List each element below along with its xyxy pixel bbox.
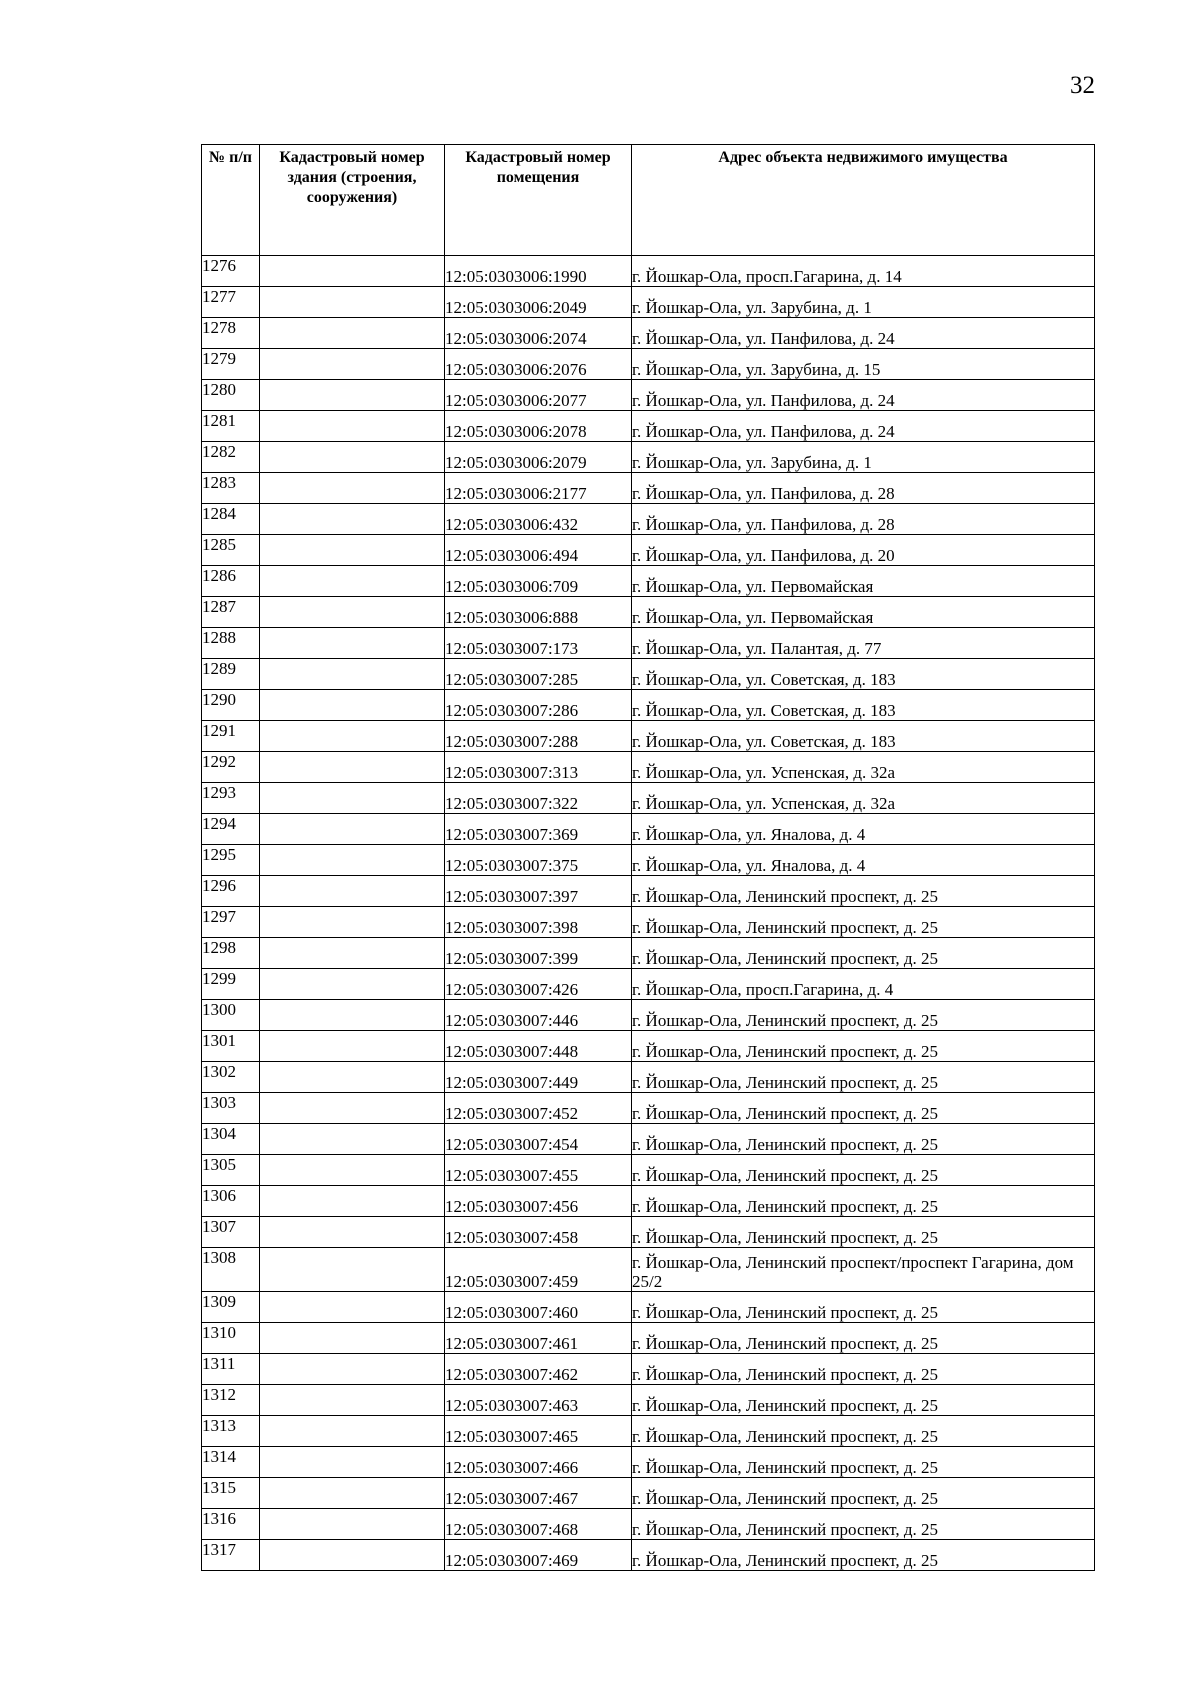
address-cell: г. Йошкар-Ола, Ленинский проспект, д. 25 — [632, 876, 1095, 907]
address-cell: г. Йошкар-Ола, ул. Успенская, д. 32а — [632, 752, 1095, 783]
building-cadastral-cell — [260, 442, 445, 473]
building-cadastral-cell — [260, 1031, 445, 1062]
address-cell: г. Йошкар-Ола, ул. Яналова, д. 4 — [632, 814, 1095, 845]
row-number-cell: 1285 — [202, 535, 260, 566]
table-row — [202, 845, 1095, 876]
row-number-cell: 1290 — [202, 690, 260, 721]
address-cell: г. Йошкар-Ола, Ленинский проспект, д. 25 — [632, 1416, 1095, 1447]
room-cadastral-cell: 12:05:0303007:468 — [445, 1509, 632, 1540]
room-cadastral-cell: 12:05:0303007:375 — [445, 845, 632, 876]
page-number: 32 — [1070, 72, 1095, 99]
building-cadastral-cell — [260, 1217, 445, 1248]
table-row — [202, 411, 1095, 442]
row-number-cell: 1298 — [202, 938, 260, 969]
building-cadastral-cell — [260, 876, 445, 907]
building-cadastral-cell — [260, 752, 445, 783]
building-cadastral-cell — [260, 690, 445, 721]
room-cadastral-cell: 12:05:0303006:2078 — [445, 411, 632, 442]
address-cell: г. Йошкар-Ола, ул. Советская, д. 183 — [632, 690, 1095, 721]
table-row — [202, 1478, 1095, 1509]
address-cell: г. Йошкар-Ола, ул. Панфилова, д. 28 — [632, 504, 1095, 535]
address-cell: г. Йошкар-Ола, ул. Зарубина, д. 1 — [632, 442, 1095, 473]
table-row — [202, 597, 1095, 628]
row-number-cell: 1277 — [202, 287, 260, 318]
table-row — [202, 256, 1095, 287]
address-cell: г. Йошкар-Ола, Ленинский проспект, д. 25 — [632, 1354, 1095, 1385]
room-cadastral-cell: 12:05:0303007:466 — [445, 1447, 632, 1478]
building-cadastral-cell — [260, 318, 445, 349]
property-registry-table — [201, 144, 1095, 1571]
room-cadastral-cell: 12:05:0303006:2079 — [445, 442, 632, 473]
table-row — [202, 566, 1095, 597]
row-number-cell: 1314 — [202, 1447, 260, 1478]
building-cadastral-cell — [260, 721, 445, 752]
row-number-cell: 1309 — [202, 1292, 260, 1323]
table-row — [202, 1248, 1095, 1292]
table-row — [202, 504, 1095, 535]
table-row — [202, 1354, 1095, 1385]
table-row — [202, 349, 1095, 380]
room-cadastral-cell: 12:05:0303007:462 — [445, 1354, 632, 1385]
header-address: Адрес объекта недвижимого имущества — [632, 145, 1095, 256]
building-cadastral-cell — [260, 969, 445, 1000]
table-row — [202, 1509, 1095, 1540]
room-cadastral-cell: 12:05:0303007:285 — [445, 659, 632, 690]
table-row — [202, 318, 1095, 349]
table-row — [202, 380, 1095, 411]
building-cadastral-cell — [260, 659, 445, 690]
address-cell: г. Йошкар-Ола, ул. Панфилова, д. 24 — [632, 380, 1095, 411]
row-number-cell: 1280 — [202, 380, 260, 411]
row-number-cell: 1317 — [202, 1540, 260, 1571]
table-row — [202, 1540, 1095, 1571]
address-cell: г. Йошкар-Ола, ул. Первомайская — [632, 597, 1095, 628]
building-cadastral-cell — [260, 1509, 445, 1540]
room-cadastral-cell: 12:05:0303007:469 — [445, 1540, 632, 1571]
row-number-cell: 1294 — [202, 814, 260, 845]
row-number-cell: 1289 — [202, 659, 260, 690]
table-row — [202, 876, 1095, 907]
row-number-cell: 1295 — [202, 845, 260, 876]
building-cadastral-cell — [260, 814, 445, 845]
address-cell: г. Йошкар-Ола, Ленинский проспект, д. 25 — [632, 1155, 1095, 1186]
header-room-cadastral: Кадастровый номер помещения — [445, 145, 632, 256]
row-number-cell: 1286 — [202, 566, 260, 597]
address-cell: г. Йошкар-Ола, Ленинский проспект, д. 25 — [632, 1385, 1095, 1416]
address-cell: г. Йошкар-Ола, Ленинский проспект, д. 25 — [632, 1124, 1095, 1155]
building-cadastral-cell — [260, 845, 445, 876]
row-number-cell: 1306 — [202, 1186, 260, 1217]
room-cadastral-cell: 12:05:0303006:2076 — [445, 349, 632, 380]
table-header-row — [202, 145, 1095, 256]
table-row — [202, 1416, 1095, 1447]
building-cadastral-cell — [260, 1186, 445, 1217]
table-row — [202, 907, 1095, 938]
building-cadastral-cell — [260, 1248, 445, 1292]
address-cell: г. Йошкар-Ола, Ленинский проспект, д. 25 — [632, 1093, 1095, 1124]
address-cell: г. Йошкар-Ола, ул. Яналова, д. 4 — [632, 845, 1095, 876]
table-row — [202, 1186, 1095, 1217]
building-cadastral-cell — [260, 380, 445, 411]
building-cadastral-cell — [260, 1062, 445, 1093]
row-number-cell: 1287 — [202, 597, 260, 628]
header-building-cadastral: Кадастровый номер здания (строения, сооружения) — [260, 145, 445, 256]
address-cell: г. Йошкар-Ола, ул. Панфилова, д. 28 — [632, 473, 1095, 504]
room-cadastral-cell: 12:05:0303007:452 — [445, 1093, 632, 1124]
room-cadastral-cell: 12:05:0303007:449 — [445, 1062, 632, 1093]
row-number-cell: 1308 — [202, 1248, 260, 1292]
room-cadastral-cell: 12:05:0303007:288 — [445, 721, 632, 752]
building-cadastral-cell — [260, 535, 445, 566]
room-cadastral-cell: 12:05:0303007:467 — [445, 1478, 632, 1509]
row-number-cell: 1296 — [202, 876, 260, 907]
row-number-cell: 1278 — [202, 318, 260, 349]
address-cell: г. Йошкар-Ола, ул. Панфилова, д. 20 — [632, 535, 1095, 566]
address-cell: г. Йошкар-Ола, ул. Зарубина, д. 15 — [632, 349, 1095, 380]
address-cell: г. Йошкар-Ола, просп.Гагарина, д. 4 — [632, 969, 1095, 1000]
room-cadastral-cell: 12:05:0303007:399 — [445, 938, 632, 969]
room-cadastral-cell: 12:05:0303007:398 — [445, 907, 632, 938]
building-cadastral-cell — [260, 1447, 445, 1478]
table-row — [202, 1323, 1095, 1354]
room-cadastral-cell: 12:05:0303007:448 — [445, 1031, 632, 1062]
room-cadastral-cell: 12:05:0303007:426 — [445, 969, 632, 1000]
building-cadastral-cell — [260, 1385, 445, 1416]
address-cell: г. Йошкар-Ола, Ленинский проспект, д. 25 — [632, 1062, 1095, 1093]
room-cadastral-cell: 12:05:0303007:456 — [445, 1186, 632, 1217]
room-cadastral-cell: 12:05:0303007:446 — [445, 1000, 632, 1031]
table-row — [202, 814, 1095, 845]
address-cell: г. Йошкар-Ола, ул. Советская, д. 183 — [632, 721, 1095, 752]
room-cadastral-cell: 12:05:0303006:494 — [445, 535, 632, 566]
building-cadastral-cell — [260, 938, 445, 969]
building-cadastral-cell — [260, 287, 445, 318]
building-cadastral-cell — [260, 1124, 445, 1155]
building-cadastral-cell — [260, 473, 445, 504]
building-cadastral-cell — [260, 907, 445, 938]
row-number-cell: 1304 — [202, 1124, 260, 1155]
row-number-cell: 1293 — [202, 783, 260, 814]
room-cadastral-cell: 12:05:0303007:397 — [445, 876, 632, 907]
table-row — [202, 783, 1095, 814]
row-number-cell: 1279 — [202, 349, 260, 380]
row-number-cell: 1292 — [202, 752, 260, 783]
header-num: № п/п — [202, 145, 260, 256]
room-cadastral-cell: 12:05:0303007:454 — [445, 1124, 632, 1155]
table-row — [202, 1292, 1095, 1323]
room-cadastral-cell: 12:05:0303006:2074 — [445, 318, 632, 349]
table-row — [202, 287, 1095, 318]
room-cadastral-cell: 12:05:0303007:322 — [445, 783, 632, 814]
room-cadastral-cell: 12:05:0303007:458 — [445, 1217, 632, 1248]
row-number-cell: 1276 — [202, 256, 260, 287]
table-row — [202, 1385, 1095, 1416]
address-cell: г. Йошкар-Ола, ул. Палантая, д. 77 — [632, 628, 1095, 659]
table-row — [202, 721, 1095, 752]
table-row — [202, 535, 1095, 566]
row-number-cell: 1297 — [202, 907, 260, 938]
address-cell: г. Йошкар-Ола, ул. Панфилова, д. 24 — [632, 411, 1095, 442]
row-number-cell: 1300 — [202, 1000, 260, 1031]
table-row — [202, 1000, 1095, 1031]
row-number-cell: 1282 — [202, 442, 260, 473]
building-cadastral-cell — [260, 783, 445, 814]
room-cadastral-cell: 12:05:0303007:313 — [445, 752, 632, 783]
room-cadastral-cell: 12:05:0303007:463 — [445, 1385, 632, 1416]
address-cell: г. Йошкар-Ола, просп.Гагарина, д. 14 — [632, 256, 1095, 287]
table-row — [202, 1093, 1095, 1124]
address-cell: г. Йошкар-Ола, Ленинский проспект, д. 25 — [632, 1478, 1095, 1509]
row-number-cell: 1299 — [202, 969, 260, 1000]
row-number-cell: 1302 — [202, 1062, 260, 1093]
table-row — [202, 1155, 1095, 1186]
room-cadastral-cell: 12:05:0303007:455 — [445, 1155, 632, 1186]
table-row — [202, 1031, 1095, 1062]
room-cadastral-cell: 12:05:0303006:709 — [445, 566, 632, 597]
address-cell: г. Йошкар-Ола, Ленинский проспект, д. 25 — [632, 1323, 1095, 1354]
table-body — [202, 256, 1095, 1571]
row-number-cell: 1288 — [202, 628, 260, 659]
address-cell: г. Йошкар-Ола, Ленинский проспект, д. 25 — [632, 938, 1095, 969]
address-cell: г. Йошкар-Ола, ул. Панфилова, д. 24 — [632, 318, 1095, 349]
table-row — [202, 690, 1095, 721]
table-row — [202, 1124, 1095, 1155]
room-cadastral-cell: 12:05:0303007:286 — [445, 690, 632, 721]
address-cell: г. Йошкар-Ола, Ленинский проспект, д. 25 — [632, 1447, 1095, 1478]
building-cadastral-cell — [260, 1540, 445, 1571]
room-cadastral-cell: 12:05:0303007:173 — [445, 628, 632, 659]
address-cell: г. Йошкар-Ола, Ленинский проспект, д. 25 — [632, 1540, 1095, 1571]
address-cell: г. Йошкар-Ола, Ленинский проспект, д. 25 — [632, 1031, 1095, 1062]
row-number-cell: 1315 — [202, 1478, 260, 1509]
building-cadastral-cell — [260, 1000, 445, 1031]
row-number-cell: 1313 — [202, 1416, 260, 1447]
table-row — [202, 659, 1095, 690]
row-number-cell: 1281 — [202, 411, 260, 442]
row-number-cell: 1316 — [202, 1509, 260, 1540]
row-number-cell: 1310 — [202, 1323, 260, 1354]
address-cell: г. Йошкар-Ола, Ленинский проспект/проспект Гагарина, дом 25/2 — [632, 1248, 1095, 1292]
building-cadastral-cell — [260, 1416, 445, 1447]
table-row — [202, 969, 1095, 1000]
row-number-cell: 1301 — [202, 1031, 260, 1062]
address-cell: г. Йошкар-Ола, ул. Первомайская — [632, 566, 1095, 597]
address-cell: г. Йошкар-Ола, Ленинский проспект, д. 25 — [632, 907, 1095, 938]
row-number-cell: 1305 — [202, 1155, 260, 1186]
address-cell: г. Йошкар-Ола, ул. Успенская, д. 32а — [632, 783, 1095, 814]
address-cell: г. Йошкар-Ола, Ленинский проспект, д. 25 — [632, 1000, 1095, 1031]
building-cadastral-cell — [260, 504, 445, 535]
address-cell: г. Йошкар-Ола, Ленинский проспект, д. 25 — [632, 1509, 1095, 1540]
building-cadastral-cell — [260, 411, 445, 442]
row-number-cell: 1283 — [202, 473, 260, 504]
row-number-cell: 1307 — [202, 1217, 260, 1248]
room-cadastral-cell: 12:05:0303007:459 — [445, 1248, 632, 1292]
room-cadastral-cell: 12:05:0303007:465 — [445, 1416, 632, 1447]
table-row — [202, 938, 1095, 969]
table-row — [202, 442, 1095, 473]
building-cadastral-cell — [260, 566, 445, 597]
row-number-cell: 1284 — [202, 504, 260, 535]
building-cadastral-cell — [260, 1478, 445, 1509]
building-cadastral-cell — [260, 597, 445, 628]
building-cadastral-cell — [260, 1354, 445, 1385]
building-cadastral-cell — [260, 1155, 445, 1186]
building-cadastral-cell — [260, 1093, 445, 1124]
table-row — [202, 1062, 1095, 1093]
address-cell: г. Йошкар-Ола, Ленинский проспект, д. 25 — [632, 1217, 1095, 1248]
building-cadastral-cell — [260, 1323, 445, 1354]
row-number-cell: 1303 — [202, 1093, 260, 1124]
address-cell: г. Йошкар-Ола, ул. Зарубина, д. 1 — [632, 287, 1095, 318]
row-number-cell: 1311 — [202, 1354, 260, 1385]
address-cell: г. Йошкар-Ола, Ленинский проспект, д. 25 — [632, 1292, 1095, 1323]
room-cadastral-cell: 12:05:0303006:1990 — [445, 256, 632, 287]
table-row — [202, 473, 1095, 504]
room-cadastral-cell: 12:05:0303007:369 — [445, 814, 632, 845]
room-cadastral-cell: 12:05:0303006:432 — [445, 504, 632, 535]
table-row — [202, 752, 1095, 783]
table-row — [202, 1447, 1095, 1478]
address-cell: г. Йошкар-Ола, Ленинский проспект, д. 25 — [632, 1186, 1095, 1217]
room-cadastral-cell: 12:05:0303006:888 — [445, 597, 632, 628]
table-row — [202, 628, 1095, 659]
table-row — [202, 1217, 1095, 1248]
room-cadastral-cell: 12:05:0303006:2177 — [445, 473, 632, 504]
row-number-cell: 1291 — [202, 721, 260, 752]
room-cadastral-cell: 12:05:0303007:460 — [445, 1292, 632, 1323]
room-cadastral-cell: 12:05:0303006:2049 — [445, 287, 632, 318]
building-cadastral-cell — [260, 1292, 445, 1323]
room-cadastral-cell: 12:05:0303006:2077 — [445, 380, 632, 411]
building-cadastral-cell — [260, 349, 445, 380]
row-number-cell: 1312 — [202, 1385, 260, 1416]
address-cell: г. Йошкар-Ола, ул. Советская, д. 183 — [632, 659, 1095, 690]
building-cadastral-cell — [260, 628, 445, 659]
building-cadastral-cell — [260, 256, 445, 287]
room-cadastral-cell: 12:05:0303007:461 — [445, 1323, 632, 1354]
